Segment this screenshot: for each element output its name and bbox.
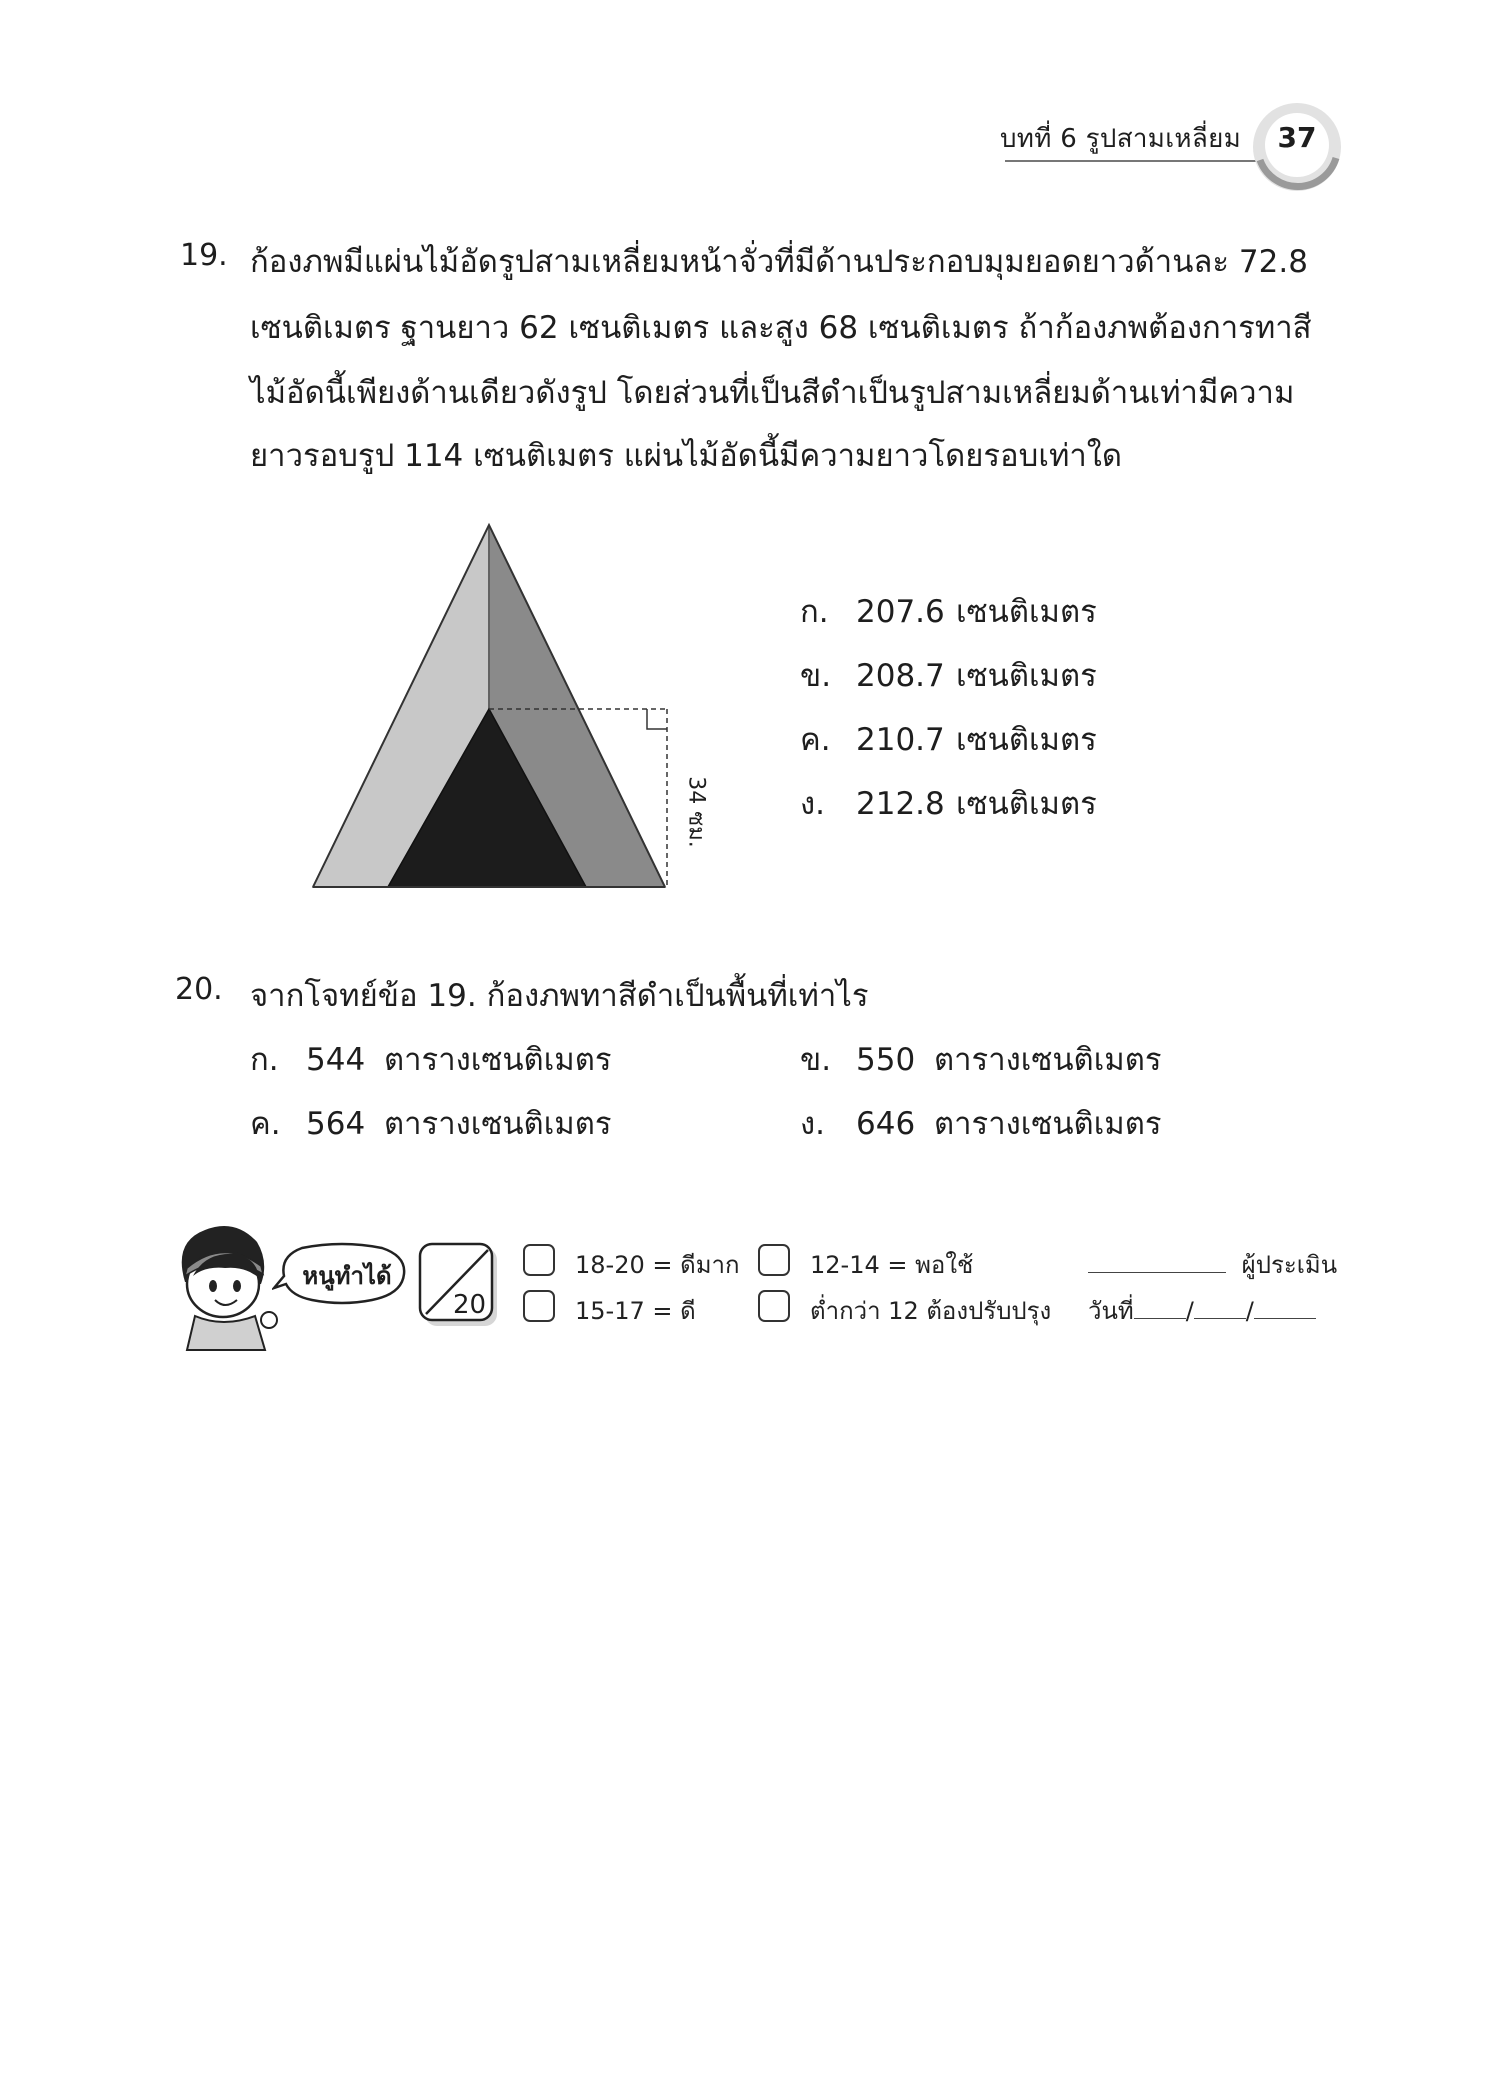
date-separator: / [1245,1297,1254,1325]
height-label-box [682,752,712,872]
option-value: 207.6 [856,594,945,630]
option-value: 210.7 [856,722,945,758]
date-line [1088,1291,1316,1330]
q19-option-a[interactable] [800,586,1097,636]
option-value: 646 [856,1106,916,1142]
option-label: ก. [250,1042,279,1078]
option-unit: เซนติเมตร [956,722,1097,758]
q20-option-d[interactable] [800,1098,1162,1148]
option-label: ข. [800,658,832,694]
q19-option-c[interactable] [800,714,1097,764]
option-label: ค. [800,722,831,758]
q19-number: 19. [180,238,228,273]
child-mascot-icon [165,1212,280,1352]
checkbox-18-20[interactable] [523,1244,555,1276]
q20-option-a[interactable] [250,1034,612,1084]
speech-bubble-text: หนูทำได้ [302,1262,392,1290]
q19-line-4: ยาวรอบรูป 114 เซนติเมตร แผ่นไม้อัดนี้มีความยาวโดยรอบเท่าใด [250,438,1123,474]
total-score: 20 [453,1290,487,1320]
option-value: 544 [306,1042,366,1078]
header-rule [1005,160,1275,162]
q20-option-c[interactable] [250,1098,612,1148]
option-value: 564 [306,1106,366,1142]
option-value: 208.7 [856,658,945,694]
option-value: 550 [856,1042,916,1078]
level-15-17: 15-17 = ดี [575,1297,696,1325]
option-label: ก. [800,594,829,630]
date-label: วันที่ [1088,1297,1134,1325]
evaluator-blank[interactable] [1088,1250,1226,1273]
option-value: 212.8 [856,786,945,822]
option-unit: เซนติเมตร [956,594,1097,630]
checkbox-15-17[interactable] [523,1290,555,1322]
checkbox-12-14[interactable] [758,1244,790,1276]
q19-line-3: ไม้อัดนี้เพียงด้านเดียวดังรูป โดยส่วนที่เป็นสีดำเป็นรูปสามเหลี่ยมด้านเท่ามีความ [250,375,1295,411]
level-12-14: 12-14 = พอใช้ [810,1251,974,1279]
page-number: 37 [1277,121,1317,154]
height-label: 34 ซม. [683,776,709,848]
q19-option-d[interactable] [800,778,1097,828]
date-year-blank[interactable] [1254,1296,1316,1319]
q19-option-b[interactable] [800,650,1097,700]
option-unit: ตารางเซนติเมตร [934,1042,1162,1078]
q20-option-b[interactable] [800,1034,1162,1084]
option-unit: ตารางเซนติเมตร [934,1106,1162,1142]
date-month-blank[interactable] [1194,1296,1246,1319]
triangle-figure [300,515,740,895]
q20-number: 20. [175,972,223,1007]
option-label: ง. [800,786,825,822]
level-18-20: 18-20 = ดีมาก [575,1251,740,1279]
option-unit: ตารางเซนติเมตร [384,1042,612,1078]
q19-line-2: เซนติเมตร ฐานยาว 62 เซนติเมตร และสูง 68 เซนติเมตร ถ้าก้องภพต้องการทาสี [250,310,1312,346]
checkbox-below-12[interactable] [758,1290,790,1322]
date-separator: / [1185,1297,1194,1325]
option-label: ง. [800,1106,825,1142]
q19-line-1: ก้องภพมีแผ่นไม้อัดรูปสามเหลี่ยมหน้าจั่วที่มีด้านประกอบมุมยอดยาวด้านละ 72.8 [250,244,1308,280]
evaluator-label: ผู้ประเมิน [1241,1251,1338,1279]
option-unit: ตารางเซนติเมตร [384,1106,612,1142]
q20-text: จากโจทย์ข้อ 19. ก้องภพทาสีดำเป็นพื้นที่เท่าไร [250,978,869,1014]
option-unit: เซนติเมตร [956,786,1097,822]
date-day-blank[interactable] [1134,1296,1186,1319]
level-below-12: ต่ำกว่า 12 ต้องปรับปรุง [810,1297,1052,1325]
chapter-title: บทที่ 6 รูปสามเหลี่ยม [1000,124,1242,154]
evaluator-line [1088,1245,1337,1284]
option-unit: เซนติเมตร [956,658,1097,694]
option-label: ค. [250,1106,281,1142]
option-label: ข. [800,1042,832,1078]
